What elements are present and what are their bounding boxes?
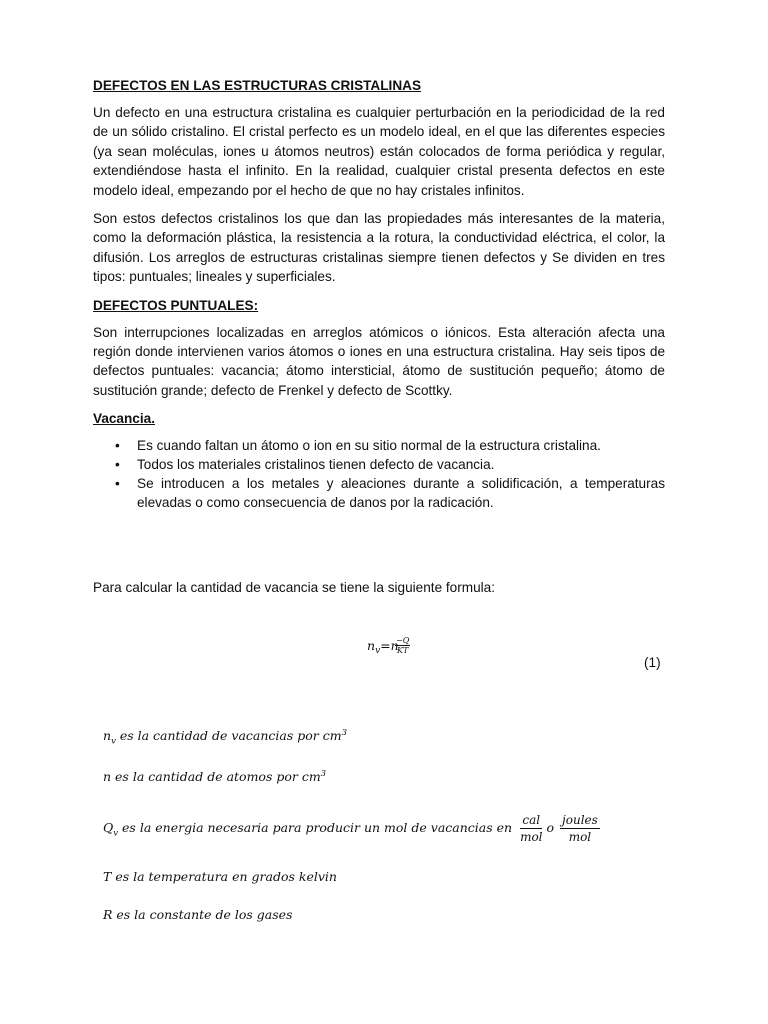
equation-equals: =	[380, 638, 391, 653]
equation-lhs: n	[367, 638, 376, 653]
definition-nv	[103, 728, 347, 747]
fraction-numerator: joules	[562, 813, 598, 827]
list-item: • Todos los materiales cristalinos tienen defecto de vacancia.	[137, 455, 665, 474]
definition-text: es la temperatura en grados kelvin	[111, 869, 337, 884]
equation-lhs-subscript: v	[375, 646, 381, 656]
vacancia-list	[93, 436, 665, 512]
symbol: Q	[103, 820, 114, 835]
formula-intro-text: Para calcular la cantidad de vacancia se tiene la siguiente formula:	[93, 580, 496, 595]
puntuales-paragraph: Son interrupciones localizadas en arreglos atómicos o iónicos. Esta alteración afecta una región donde intervienen varios átomos o iones en una estructura cristalina. Hay seis tipos de defectos puntuales: vacancia; átomo intersticial, átomo de sustitución pequeño; átomo de sustitución grande; defecto de Frenkel y defecto de Scottky.	[93, 324, 665, 398]
definition-text: es la constante de los gases	[112, 907, 293, 922]
exponent-denominator: KT	[396, 646, 409, 655]
connector: o	[546, 820, 555, 835]
definition-text: es la energia necesaria para producir un mol de vacancias en	[118, 820, 513, 835]
symbol: n	[103, 769, 112, 785]
definition-qv	[103, 812, 602, 845]
equation-exponent	[395, 636, 410, 655]
subscript: v	[111, 736, 116, 747]
list-item: • Es cuando faltan un átomo o ion en su sitio normal de la estructura cristalina.	[137, 436, 665, 455]
exponent-numerator: −Q	[396, 636, 410, 645]
superscript: 3	[341, 728, 347, 738]
superscript: 3	[320, 769, 327, 779]
symbol: R	[103, 907, 113, 922]
list-item: • Se introducen a los metales y aleaciones durante a solidificación, a temperaturas elevadas o como consecuencia de danos por la radicación.	[137, 474, 665, 512]
definition-n	[103, 769, 326, 784]
fraction-numerator: cal	[522, 813, 541, 827]
heading-defectos-puntuales: DEFECTOS PUNTUALES:	[93, 297, 259, 313]
equation-base: n	[390, 638, 399, 653]
definition-text: es la cantidad de vacancias por cm	[115, 728, 342, 744]
fraction-cal-mol	[518, 812, 544, 845]
heading-defectos-estructuras: DEFECTOS EN LAS ESTRUCTURAS CRISTALINAS	[93, 78, 422, 93]
subscript: v	[113, 828, 119, 839]
fraction-denominator: mol	[520, 830, 543, 844]
definition-text: es la cantidad de atomos por cm	[111, 769, 321, 785]
intro-paragraph-2: Son estos defectos cristalinos los que dan las propiedades más interesantes de la materia, como la deformación plástica, la resistencia a la rotura, la conductividad eléctrica, el color, la difusión. Los arreglos de estructuras cristalinas siempre tienen defectos y Se dividen en tres tipos: puntuales; lineales y superficiales.	[93, 211, 665, 285]
fraction-joules-mol	[560, 812, 600, 845]
fraction-denominator: mol	[568, 830, 592, 844]
symbol: T	[103, 869, 112, 884]
vacancy-equation	[367, 636, 410, 656]
equation-number: (1)	[644, 655, 661, 670]
intro-paragraph-1: Un defecto en una estructura cristalina es cualquier perturbación en la periodicidad de la red de un sólido cristalino. El cristal perfecto es un modelo ideal, en el que las diferentes especies (ya sean moléculas, iones u átomos neutros) están colocados de forma periódica y regular, extendiéndose hasta el infinito. En la realidad, cualquier cristal presenta defectos en este modelo ideal, empezando por el hecho de que no hay cristales infinitos.	[93, 105, 665, 198]
definition-r	[103, 907, 292, 922]
symbol: n	[103, 728, 112, 744]
document-body	[93, 76, 665, 512]
definition-t	[103, 869, 337, 884]
heading-vacancia: Vacancia.	[93, 411, 155, 427]
